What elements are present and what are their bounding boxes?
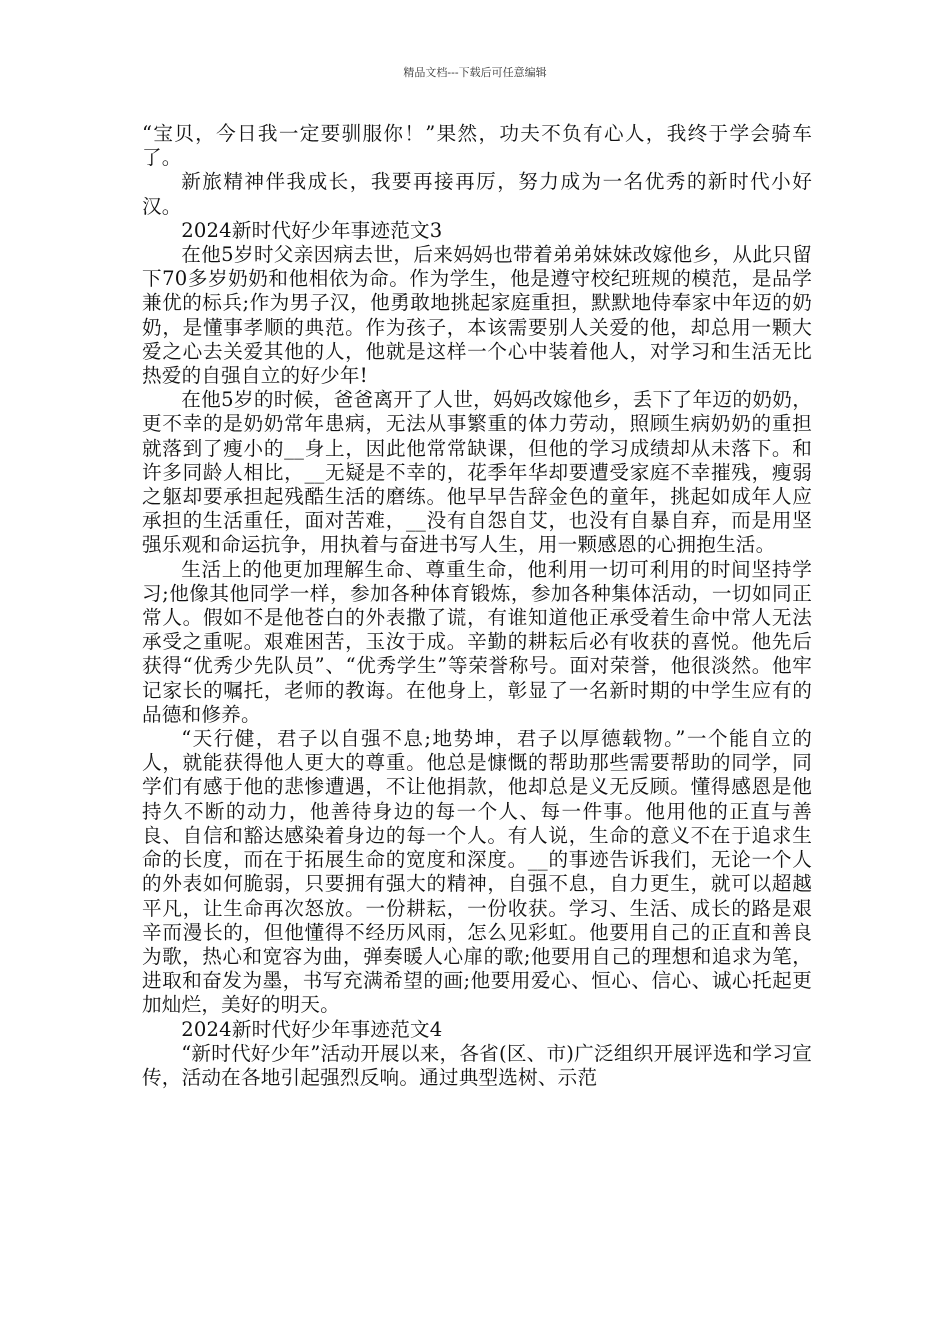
section-heading: 2024新时代好少年事迹范文3: [181, 218, 443, 242]
paragraph: 在他5岁的时候，爸爸离开了人世，妈妈改嫁他乡，丢下了年迈的奶奶，更不幸的是奶奶常年患病，无法从事繁重的体力劳动，照顾生病奶奶的重担就落到了瘦小的__身上，因此他常常缺课，但他的学习成绩却从未落下。和许多同龄人相比，__无疑是不幸的，花季年华却要遭受家庭不幸摧残，瘦弱之躯却要承担起残酷生活的磨练。他早早告辞金色的童年，挑起如成年人应承担的生活重任，面对苦难，__没有自怨自艾，也没有自暴自弃，而是用坚强乐观和命运抗争，用执着与奋进书写人生，用一颗感恩的心拥抱生活。: [142, 388, 812, 557]
paragraph: “天行健，君子以自强不息;地势坤，君子以厚德载物。”一个能自立的人，就能获得他人更大的尊重。他总是慷慨的帮助那些需要帮助的同学，同学们有感于他的悲惨遭遇，不让他捐款，他却总是义无反顾。懂得感恩是他持久不断的动力，他善待身边的每一个人、每一件事。他用他的正直与善良、自信和豁达感染着身边的每一个人。有人说，生命的意义不在于追求生命的长度，而在于拓展生命的宽度和深度。__的事迹告诉我们，无论一个人的外表如何脆弱，只要拥有强大的精神，自强不息，自力更生，就可以超越平凡，让生命再次怒放。一份耕耘，一份收获。学习、生活、成长的路是艰辛而漫长的，但他懂得不经历风雨，怎么见彩虹。他要用自己的正直和善良为歌，热心和宽容为曲，弹奏暖人心扉的歌;他要用自己的理想和追求为笔，进取和奋发为墨，书写充满希望的画;他要用爱心、恒心、信心、诚心托起更加灿烂，美好的明天。: [142, 727, 812, 1017]
paragraph: 在他5岁时父亲因病去世，后来妈妈也带着弟弟妹妹改嫁他乡，从此只留下70多岁奶奶和他相依为命。作为学生，他是遵守校纪班规的模范，是品学兼优的标兵;作为男子汉，他勇敢地挑起家庭重担，默默地侍奉家中年迈的奶奶，是懂事孝顺的典范。作为孩子，本该需要别人关爱的他，却总用一颗大爱之心去关爱其他的人，他就是这样一个心中装着他人，对学习和生活无比热爱的自强自立的好少年!: [142, 243, 812, 388]
document-body: [142, 122, 812, 1090]
paragraph: 新旅精神伴我成长，我要再接再厉，努力成为一名优秀的新时代小好汉。: [142, 170, 812, 218]
paragraph: “新时代好少年”活动开展以来，各省(区、市)广泛组织开展评选和学习宣传，活动在各地引起强烈反响。通过典型选树、示范: [142, 1041, 812, 1089]
paragraph: 生活上的他更加理解生命、尊重生命，他利用一切可利用的时间坚持学习;他像其他同学一样，参加各种体育锻炼，参加各种集体活动，一切如同正常人。假如不是他苍白的外表撒了谎，有谁知道他正承受着生命中常人无法承受之重呢。艰难困苦，玉汝于成。辛勤的耕耘后必有收获的喜悦。他先后获得“优秀少先队员”、“优秀学生”等荣誉称号。面对荣誉，他很淡然。他牢记家长的嘱托，老师的教诲。在他身上，彰显了一名新时期的中学生应有的品德和修养。: [142, 557, 812, 726]
section-heading: 2024新时代好少年事迹范文4: [181, 1017, 443, 1041]
paragraph: “宝贝，今日我一定要驯服你！”果然，功夫不负有心人，我终于学会骑车了。: [142, 122, 812, 170]
page-header: 精品文档---下载后可任意编辑: [403, 66, 547, 79]
